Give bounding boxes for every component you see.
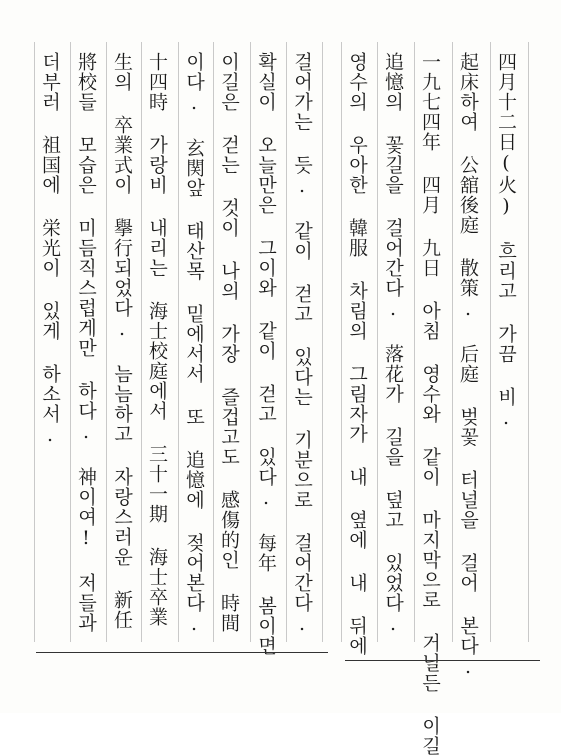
text-column: 이길은 걷는 것이 나의 가장 즐겁고도 感傷的인 時間 [218, 52, 240, 633]
text-column: 起床하여 公舘後庭 散策. 后庭 벚꽃 터널을 걸어 본다. [457, 52, 479, 679]
text-column: 四月十二日(火) 흐리고 가끔 비. [495, 52, 517, 430]
text-column: 一九七四年 四月 九日 아침 영수와 같이 마지막으로 거닐든 이길 [419, 52, 441, 756]
column-rule [178, 42, 179, 642]
text-column: 追憶의 꽃길을 걸어간다. 落花가 길을 덮고 있었다. [382, 52, 404, 636]
column-rule [528, 42, 529, 642]
bottom-rule-left [36, 652, 328, 653]
column-rule [286, 42, 287, 642]
column-rule [141, 42, 142, 642]
column-rule [34, 42, 35, 642]
text-column: 生의 卒業式이 擧行되었다. 늠늠하고 자랑스러운 新任 [111, 52, 133, 630]
text-column: 더부러 祖国에 栄光이 있게 하소서. [39, 52, 61, 447]
column-rule [414, 42, 415, 642]
column-rule [70, 42, 71, 642]
column-rule [341, 42, 342, 642]
text-column: 十四時 가랑비 내리는 海士校庭에서 三十一期 海士卒業 [146, 52, 168, 627]
column-rule [106, 42, 107, 642]
text-column: 將校들 모습은 미듬직스럽게만 하다. 神이여! 저들과 [75, 52, 97, 633]
text-column: 확실이 오늘만은 그이와 같이 걷고 있다. 每年 봄이면 [255, 52, 277, 656]
text-column: 영수의 우아한 韓服 차림의 그림자가 내 옆에 내 뒤에 [346, 52, 368, 656]
text-column: 걸어가는 듯. 같이 걷고 있다는 기분으로 걸어간다. [291, 52, 313, 636]
column-rule [322, 42, 323, 642]
column-rule [250, 42, 251, 642]
column-rule [377, 42, 378, 642]
column-rule [213, 42, 214, 642]
text-column: 이다. 玄関앞 태산목 밑에서서 또 追憶에 젖어본다. [183, 52, 205, 636]
bottom-rule-right [345, 660, 540, 661]
column-rule [490, 42, 491, 642]
column-rule [452, 42, 453, 642]
